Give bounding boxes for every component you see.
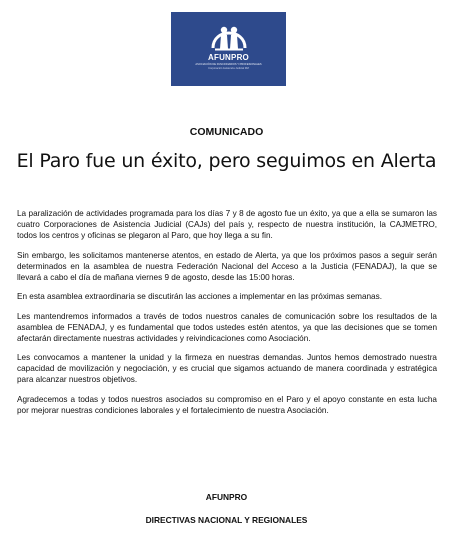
document-headline: El Paro fue un éxito, pero seguimos en Alerta — [16, 150, 437, 172]
paragraph-1: La paralización de actividades programada para los días 7 y 8 de agosto fue un éxito, ya que a ella se sumaron las cuatro Corporaciones de Asistencia Judicial (CAJs) del país y, respecto de nuestra institución, la CAJMETRO, todos los centros y oficinas se plegaron al Paro, que hoy llega a su fin. — [17, 209, 437, 240]
logo-name: AFUNPRO — [208, 53, 249, 62]
people-arch-emblem-icon — [209, 18, 249, 52]
paragraph-6: Agradecemos a todas y todos nuestros asociados su compromiso en el Paro y el apoyo constante en esta lucha por mejorar nuestras condiciones laborales y el fortalecimiento de nuestra Asociación. — [17, 394, 437, 415]
logo-subtitle-line2: Corporación Asistencia Judicial RM — [208, 67, 249, 70]
paragraph-4: Les mantendremos informados a través de todos nuestros canales de comunicación sobre los resultados de la asamblea de FENADAJ, y es fundamental que todos ustedes estén atentos, ya que las decisiones que se tomen afectarán directamente nuestras actividades y reivindicaciones como Asociación. — [17, 311, 437, 343]
paragraph-5: Les convocamos a mantener la unidad y la firmeza en nuestras demandas. Juntos hemos demostrado nuestra capacidad de movilización y negociación, y es crucial que sigamos actuando de manera coordinada y estratégica para alcanzar nuestros objetivos. — [17, 353, 437, 384]
signature-role: DIRECTIVAS NACIONAL Y REGIONALES — [145, 515, 308, 525]
document-body — [17, 208, 437, 424]
paragraph-2: Sin embargo, les solicitamos mantenerse atentos, en estado de Alerta, ya que los próximos pasos a seguir serán determinados en la asamblea de nuestra Federación Nacional del Acceso a la Justicia (FENADAJ), la que se llevará a cabo el día de mañana viernes 9 de agosto, desde las 15:00 horas. — [17, 250, 437, 282]
afunpro-logo — [171, 12, 286, 86]
logo-subtitle-line1: ASOCIACIÓN DE FUNCIONARIOS Y PROFESIONALES — [195, 63, 262, 66]
document-label: COMUNICADO — [189, 126, 264, 138]
paragraph-3: En esta asamblea extraordinaria se discutirán las acciones a implementar en las próximas semanas. — [17, 292, 382, 301]
signature-organization: AFUNPRO — [205, 492, 248, 502]
